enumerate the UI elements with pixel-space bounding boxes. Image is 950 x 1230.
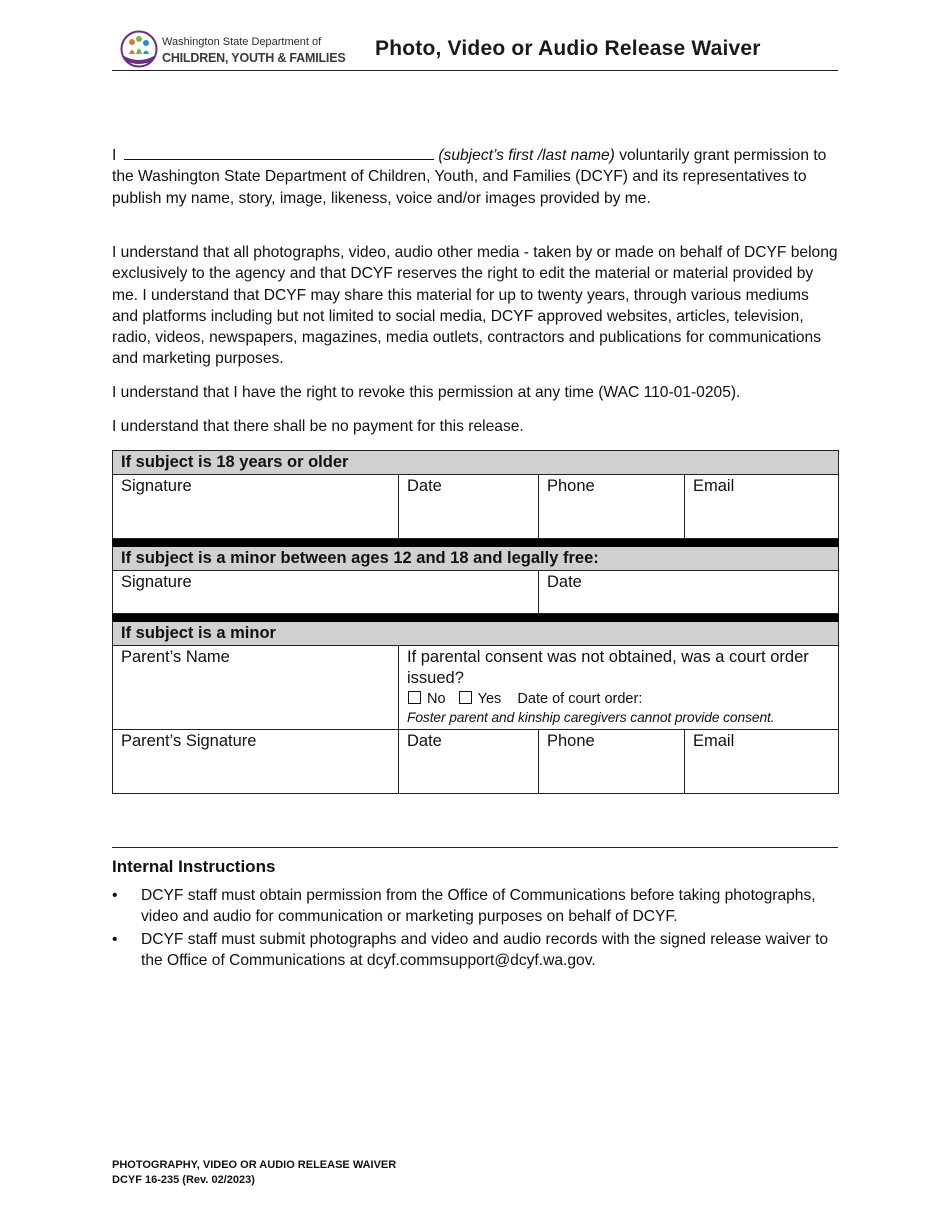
- adult-signature-field[interactable]: [113, 475, 399, 539]
- parent-signature-field[interactable]: [113, 730, 399, 794]
- minor-heading: If subject is a minor: [113, 622, 839, 646]
- dcyf-logo: [120, 30, 346, 68]
- parent-signature-label: Parent’s Signature: [121, 732, 257, 750]
- parent-name-row: [113, 646, 839, 730]
- instructions-divider: [112, 847, 838, 848]
- parent-name-label: Parent’s Name: [121, 648, 230, 666]
- parent-date-field[interactable]: [399, 730, 539, 794]
- page-footer: [112, 1158, 396, 1188]
- minor-free-date-field[interactable]: [539, 571, 839, 614]
- no-checkbox[interactable]: [408, 691, 421, 704]
- court-date-label: Date of court order:: [517, 691, 643, 707]
- court-order-question: If parental consent was not obtained, was a court order issued?: [407, 648, 809, 687]
- adult-signature-label: Signature: [121, 477, 192, 495]
- no-payment-paragraph: I understand that there shall be no payment for this release.: [112, 418, 524, 435]
- adult-phone-label: Phone: [547, 477, 595, 495]
- adult-email-field[interactable]: [685, 475, 839, 539]
- minor-free-section-header: [113, 547, 839, 571]
- minor-free-heading: If subject is a minor between ages 12 and 18 and legally free:: [113, 547, 839, 571]
- minor-free-signature-row: [113, 571, 839, 614]
- family-emblem-icon: [120, 30, 158, 68]
- parent-phone-label: Phone: [547, 732, 595, 750]
- no-label: No: [427, 691, 446, 707]
- adult-heading: If subject is 18 years or older: [113, 451, 839, 475]
- bullet-icon: •: [112, 887, 118, 904]
- consent-table: [112, 450, 838, 794]
- yes-checkbox[interactable]: [459, 691, 472, 704]
- parent-signature-row: [113, 730, 839, 794]
- adult-signature-row: [113, 475, 839, 539]
- court-order-options: [407, 689, 830, 709]
- section-divider: [113, 614, 839, 622]
- list-item: [112, 885, 838, 927]
- adult-phone-field[interactable]: [539, 475, 685, 539]
- parent-email-label: Email: [693, 732, 735, 750]
- bullet-icon: •: [112, 931, 118, 948]
- instruction-text: DCYF staff must submit photographs and video and audio records with the signed release waiver to the Office of Communications at dcyf.commsupport@dcyf.wa.gov.: [141, 931, 829, 969]
- footer-form-number: DCYF 16-235 (Rev. 02/2023): [112, 1174, 255, 1186]
- parent-email-field[interactable]: [685, 730, 839, 794]
- divider-bar: [113, 539, 839, 547]
- yes-label: Yes: [477, 691, 502, 707]
- subject-name-hint: (subject’s first /last name): [438, 147, 615, 164]
- page-title: Photo, Video or Audio Release Waiver: [375, 37, 761, 60]
- adult-email-label: Email: [693, 477, 735, 495]
- adult-date-field[interactable]: [399, 475, 539, 539]
- instructions-list: [112, 885, 838, 973]
- court-order-cell: [399, 646, 839, 730]
- minor-section-header: [113, 622, 839, 646]
- instructions-title: Internal Instructions: [112, 857, 276, 876]
- minor-free-signature-label: Signature: [121, 573, 192, 591]
- intro-text: voluntarily grant permission to the Washington State Department of Children, Youth, and Families (DCYF) and its representatives to publish my name, story, image, likeness, voice and/or images provided by me.: [112, 147, 827, 207]
- caregiver-note: Foster parent and kinship caregivers cannot provide consent.: [407, 710, 775, 725]
- adult-date-label: Date: [407, 477, 442, 495]
- list-item: [112, 929, 838, 971]
- parent-name-field[interactable]: [113, 646, 399, 730]
- subject-name-field[interactable]: [124, 147, 434, 160]
- intro-paragraph: [112, 145, 838, 209]
- section-divider: [113, 539, 839, 547]
- page-header: [112, 28, 838, 71]
- logo-line1: Washington State Department of: [162, 36, 322, 48]
- instruction-text: DCYF staff must obtain permission from the Office of Communications before taking photographs, video and audio for communication or marketing purposes on behalf of DCYF.: [141, 887, 816, 925]
- minor-free-signature-field[interactable]: [113, 571, 539, 614]
- divider-bar: [113, 614, 839, 622]
- revoke-paragraph: I understand that I have the right to revoke this permission at any time (WAC 110-01-0205).: [112, 384, 741, 401]
- adult-section-header: [113, 451, 839, 475]
- parent-phone-field[interactable]: [539, 730, 685, 794]
- parent-date-label: Date: [407, 732, 442, 750]
- intro-prefix: I: [112, 147, 117, 164]
- footer-form-name: PHOTOGRAPHY, VIDEO OR AUDIO RELEASE WAIVER: [112, 1159, 397, 1171]
- minor-free-date-label: Date: [547, 573, 582, 591]
- media-ownership-paragraph: I understand that all photographs, video, audio other media - taken by or made on behalf of DCYF belong exclusively to the agency and that DCYF reserves the right to edit the material or material provided by me. I understand that DCYF may share this material for up to twenty years, through various mediums and platforms including but not limited to social media, DCYF approved websites, articles, television, radio, videos, newspapers, magazines, media outlets, contractors and publications for communications and marketing purposes.: [112, 244, 838, 368]
- logo-line2: CHILDREN, YOUTH & FAMILIES: [162, 51, 346, 65]
